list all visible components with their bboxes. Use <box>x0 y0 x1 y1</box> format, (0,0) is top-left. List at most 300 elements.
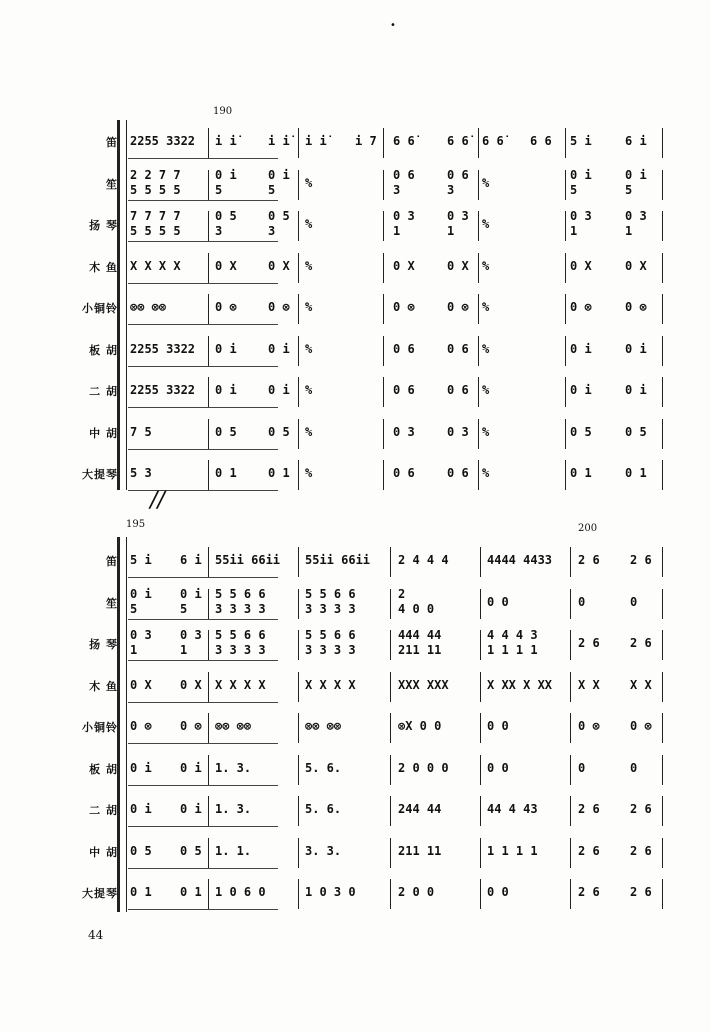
notation-cell: 5 i <box>570 134 592 148</box>
notation-cell: 2 0 0 <box>398 885 435 899</box>
instrument-label: 木 鱼 <box>89 260 118 274</box>
barline <box>480 672 481 702</box>
instrument-label: 二 胡 <box>89 804 118 817</box>
beam-line <box>128 868 278 869</box>
barline <box>570 713 571 743</box>
beam-line <box>128 200 278 201</box>
notation-cell: 0 3 <box>447 424 469 439</box>
notation-cell: 0 X <box>625 258 647 273</box>
barline <box>662 377 663 407</box>
measure-number: 200 <box>578 523 598 534</box>
score-row <box>0 832 710 876</box>
notation-cell: XXX XXX <box>398 677 449 692</box>
notation-cell: 0 <box>578 760 586 775</box>
barline <box>298 713 299 743</box>
notation-cell: 0 ⊗ <box>130 719 152 733</box>
barline <box>208 547 209 577</box>
notation-cell: 0 i <box>215 341 237 356</box>
instrument-label: 二 胡 <box>89 385 118 398</box>
notation-cell: 6 i <box>180 553 202 567</box>
notation-cell: 5. 6. <box>305 760 342 775</box>
barline <box>570 755 571 785</box>
notation-cell: 0 ⊗ <box>393 300 415 314</box>
barline <box>478 128 479 158</box>
notation-cell: 0 i <box>180 802 202 816</box>
notation-cell: 0 6 <box>447 466 469 480</box>
notation-cell: 1 0 3 0 <box>305 885 356 899</box>
notation-cell: 0 i <box>570 383 592 397</box>
notation-cell: 0 ⊗ <box>268 300 290 314</box>
notation-cell: 0 1 <box>625 466 647 480</box>
barline <box>662 547 663 577</box>
beam-line <box>128 909 278 910</box>
barline <box>478 294 479 324</box>
notation-cell: ⊗X 0 0 <box>398 719 442 733</box>
notation-cell: X X X X <box>130 258 181 273</box>
notation-cell: 6 i <box>625 134 647 148</box>
barline <box>662 170 663 200</box>
score-row <box>0 164 710 208</box>
barline <box>565 253 566 283</box>
score-row <box>0 205 710 249</box>
score-row <box>0 413 710 457</box>
barline <box>565 419 566 449</box>
barline <box>298 294 299 324</box>
barline <box>570 630 571 660</box>
barline <box>208 377 209 407</box>
notation-cell: 0 i <box>268 341 290 356</box>
barline <box>298 838 299 868</box>
notation-cell: 0 6 <box>393 341 415 356</box>
notation-cell: 55ii 66ii <box>215 553 281 567</box>
barline <box>390 879 391 909</box>
barline <box>298 460 299 490</box>
notation-cell: % <box>305 258 313 273</box>
notation-cell: 0 i <box>215 383 237 397</box>
notation-cell: 0 X <box>393 258 415 273</box>
measure-number: 190 <box>213 106 233 117</box>
barline <box>662 755 663 785</box>
notation-cell: 0 ⊗ <box>447 300 469 314</box>
notation-cell: % <box>482 258 490 273</box>
barline <box>208 336 209 366</box>
notation-cell: 2 6 <box>630 802 652 816</box>
barline <box>480 547 481 577</box>
notation-cell: 2 4 4 4 <box>398 553 449 567</box>
notation-cell: 211 11 <box>398 843 442 858</box>
notation-cell: 0 i 5 <box>130 586 152 616</box>
notation-cell: 0 5 <box>180 843 202 858</box>
notation-cell: 5 5 6 6 3 3 3 3 <box>305 628 356 657</box>
barline <box>662 253 663 283</box>
notation-cell: 0 6 3 <box>447 167 469 197</box>
notation-cell: 0 i <box>268 383 290 397</box>
barline <box>662 294 663 324</box>
instrument-label: 大提琴 <box>82 468 118 481</box>
notation-cell: 5 5 6 6 3 3 3 3 <box>305 586 356 616</box>
barline <box>565 211 566 241</box>
notation-cell: 6 6̇ <box>393 134 415 148</box>
score-row <box>0 624 710 668</box>
barline <box>570 796 571 826</box>
barline <box>298 336 299 366</box>
notation-cell: 0 ⊗ <box>630 719 652 733</box>
measure-number: 195 <box>126 519 146 530</box>
barline <box>570 879 571 909</box>
notation-cell: 6 6 <box>530 134 552 148</box>
notation-cell: 4444 4433 <box>487 553 553 567</box>
notation-cell: i 7 <box>355 134 377 148</box>
notation-cell: 0 5 <box>570 424 592 439</box>
beam-line <box>128 407 278 408</box>
score-row <box>0 749 710 793</box>
page-number: 44 <box>88 928 104 942</box>
notation-cell: 2255 3322 <box>130 134 196 148</box>
beam-line <box>128 241 278 242</box>
notation-cell: % <box>305 300 313 314</box>
barline <box>570 547 571 577</box>
score-system-2 <box>0 505 710 920</box>
notation-cell: 0 6 <box>393 383 415 397</box>
barline <box>383 336 384 366</box>
notation-cell: ⊗⊗ ⊗⊗ <box>130 300 167 314</box>
notation-cell: 0 i 5 <box>570 167 592 197</box>
notation-cell: 0 5 <box>268 424 290 439</box>
notation-cell: 0 i <box>180 760 202 775</box>
instrument-label: 中 胡 <box>89 845 118 859</box>
barline <box>390 630 391 660</box>
barline <box>383 294 384 324</box>
barline <box>480 589 481 619</box>
notation-cell: 0 i 5 <box>625 167 647 197</box>
barline <box>480 879 481 909</box>
barline <box>478 336 479 366</box>
notation-cell: 0 3 1 <box>625 209 647 238</box>
barline <box>298 419 299 449</box>
notation-cell: 0 1 <box>570 466 592 480</box>
notation-cell: % <box>482 300 490 314</box>
beam-line <box>128 577 278 578</box>
barline <box>565 170 566 200</box>
barline <box>662 713 663 743</box>
barline <box>480 796 481 826</box>
barline <box>478 170 479 200</box>
notation-cell: 0 3 1 <box>447 209 469 238</box>
barline <box>565 336 566 366</box>
notation-cell: 0 6 <box>393 466 415 480</box>
notation-cell: 1. 3. <box>215 760 252 775</box>
notation-cell: % <box>305 217 313 231</box>
notation-cell: 0 3 1 <box>180 628 202 657</box>
notation-cell: 0 <box>630 760 638 775</box>
barline <box>478 253 479 283</box>
notation-cell: 0 ⊗ <box>180 719 202 733</box>
notation-cell: 0 X <box>570 258 592 273</box>
beam-line <box>128 785 278 786</box>
barline <box>298 211 299 241</box>
instrument-label: 笙 <box>106 596 118 610</box>
notation-cell: 0 6 <box>447 341 469 356</box>
instrument-label: 小铜铃 <box>82 721 118 734</box>
notation-cell: 0 i 5 <box>268 167 290 197</box>
notation-cell: % <box>482 217 490 231</box>
notation-cell: 0 ⊗ <box>215 300 237 314</box>
notation-cell: 0 5 <box>130 843 152 858</box>
notation-cell: 2 2 7 7 5 5 5 5 <box>130 167 181 197</box>
notation-cell: 0 5 3 <box>215 209 237 238</box>
beam-line <box>128 743 278 744</box>
notation-cell: 2 6 <box>578 553 600 567</box>
barline <box>208 460 209 490</box>
notation-cell: % <box>305 383 313 397</box>
notation-cell: 444 44 211 11 <box>398 628 442 657</box>
notation-cell: 0 <box>578 594 586 609</box>
notation-cell: 0 3 <box>393 424 415 439</box>
notation-cell: 6 6̇ <box>482 134 504 148</box>
barline <box>383 170 384 200</box>
notation-cell: 0 1 <box>180 885 202 899</box>
notation-cell: 2255 3322 <box>130 383 196 397</box>
notation-cell: 0 i 5 <box>215 167 237 197</box>
score-row <box>0 371 710 415</box>
barline <box>565 377 566 407</box>
beam-line <box>128 283 278 284</box>
notation-cell: % <box>482 466 490 480</box>
notation-cell: 0 6 3 <box>393 167 415 197</box>
notation-cell: % <box>482 424 490 439</box>
notation-cell: 0 <box>630 594 638 609</box>
barline <box>480 713 481 743</box>
notation-cell: X X X X <box>215 677 266 692</box>
notation-cell: 2 6 <box>578 802 600 816</box>
instrument-label: 大提琴 <box>82 887 118 900</box>
notation-cell: 7 7 7 7 5 5 5 5 <box>130 209 181 238</box>
barline <box>208 211 209 241</box>
notation-cell: 2 6 <box>578 636 600 650</box>
notation-cell: i i̇ <box>268 134 290 148</box>
barline <box>383 128 384 158</box>
notation-cell: 3. 3. <box>305 843 342 858</box>
score-row <box>0 873 710 917</box>
barline <box>662 879 663 909</box>
barline <box>478 460 479 490</box>
barline <box>298 879 299 909</box>
beam-line <box>128 702 278 703</box>
notation-cell: i i̇ <box>215 134 237 148</box>
barline <box>565 128 566 158</box>
notation-cell: 44 4 43 <box>487 802 538 816</box>
notation-cell: 2 4 0 0 <box>398 586 435 616</box>
barline <box>390 589 391 619</box>
instrument-label: 扬 琴 <box>89 638 118 651</box>
notation-cell: 0 1 <box>130 885 152 899</box>
notation-cell: 2255 3322 <box>130 341 196 356</box>
barline <box>208 672 209 702</box>
barline <box>208 713 209 743</box>
notation-cell: 1 0 6 0 <box>215 885 266 899</box>
barline <box>208 128 209 158</box>
score-row <box>0 707 710 751</box>
notation-cell: 5. 6. <box>305 802 342 816</box>
notation-cell: 2 6 <box>630 553 652 567</box>
notation-cell: 244 44 <box>398 802 442 816</box>
notation-cell: % <box>305 466 313 480</box>
notation-cell: 0 0 <box>487 719 509 733</box>
notation-cell: 0 0 <box>487 885 509 899</box>
score-row <box>0 541 710 585</box>
score-row <box>0 583 710 627</box>
notation-cell: 0 ⊗ <box>578 719 600 733</box>
notation-cell: ⊗⊗ ⊗⊗ <box>215 719 252 733</box>
score-row <box>0 330 710 374</box>
score-system-1 <box>0 100 710 500</box>
notation-cell: 2 6 <box>630 843 652 858</box>
barline <box>662 630 663 660</box>
notation-cell: 5 3 <box>130 466 152 480</box>
barline <box>298 253 299 283</box>
score-row <box>0 790 710 834</box>
barline <box>208 170 209 200</box>
instrument-label: 板 胡 <box>89 343 118 357</box>
barline <box>298 377 299 407</box>
notation-cell: X XX X XX <box>487 677 553 692</box>
barline <box>662 128 663 158</box>
instrument-label: 笛 <box>106 136 118 149</box>
beam-line <box>128 449 278 450</box>
notation-cell: 0 5 <box>625 424 647 439</box>
notation-cell: 5 5 6 6 3 3 3 3 <box>215 586 266 616</box>
notation-cell: 5 5 6 6 3 3 3 3 <box>215 628 266 657</box>
barline <box>565 460 566 490</box>
barline <box>662 211 663 241</box>
instrument-label: 木 鱼 <box>89 679 118 693</box>
notation-cell: % <box>482 341 490 356</box>
notation-cell: 2 6 <box>578 843 600 858</box>
notation-cell: 0 X <box>447 258 469 273</box>
barline <box>480 755 481 785</box>
barline <box>390 672 391 702</box>
notation-cell: % <box>305 341 313 356</box>
instrument-label: 中 胡 <box>89 426 118 440</box>
notation-cell: % <box>305 424 313 439</box>
system-break-mark: // <box>150 488 165 513</box>
notation-cell: 0 3 1 <box>393 209 415 238</box>
notation-cell: 2 6 <box>630 636 652 650</box>
barline <box>298 547 299 577</box>
notation-cell: 0 0 <box>487 594 509 609</box>
barline <box>298 630 299 660</box>
notation-cell: 0 1 <box>268 466 290 480</box>
barline <box>383 253 384 283</box>
barline <box>208 838 209 868</box>
instrument-label: 笛 <box>106 555 118 568</box>
barline <box>570 672 571 702</box>
beam-line <box>128 366 278 367</box>
notation-cell: 6 6̇ <box>447 134 469 148</box>
beam-line <box>128 158 278 159</box>
barline <box>662 336 663 366</box>
barline <box>662 419 663 449</box>
barline <box>390 796 391 826</box>
notation-cell: 0 i 5 <box>180 586 202 616</box>
notation-cell: i i̇ <box>305 134 327 148</box>
barline <box>662 589 663 619</box>
notation-cell: 0 ⊗ <box>625 300 647 314</box>
notation-cell: 0 X <box>180 677 202 692</box>
beam-line <box>128 826 278 827</box>
barline <box>662 672 663 702</box>
barline <box>383 377 384 407</box>
barline <box>570 838 571 868</box>
notation-cell: 0 i <box>130 760 152 775</box>
barline <box>390 547 391 577</box>
barline <box>208 419 209 449</box>
notation-cell: 5 i <box>130 553 152 567</box>
barline <box>208 589 209 619</box>
notation-cell: X X <box>578 677 600 692</box>
barline <box>662 796 663 826</box>
instrument-label: 扬 琴 <box>89 219 118 232</box>
barline <box>478 419 479 449</box>
notation-cell: 0 1 <box>215 466 237 480</box>
notation-cell: X X <box>630 677 652 692</box>
notation-cell: 0 X <box>130 677 152 692</box>
notation-cell: 1. 3. <box>215 802 252 816</box>
notation-cell: 0 3 1 <box>130 628 152 657</box>
notation-cell: 0 ⊗ <box>570 300 592 314</box>
notation-cell: 2 6 <box>630 885 652 899</box>
notation-cell: 55ii 66ii <box>305 553 371 567</box>
barline <box>298 796 299 826</box>
barline <box>662 460 663 490</box>
barline <box>208 755 209 785</box>
barline <box>208 879 209 909</box>
beam-line <box>128 619 278 620</box>
instrument-label: 笙 <box>106 177 118 191</box>
barline <box>478 377 479 407</box>
barline <box>662 838 663 868</box>
score-row <box>0 666 710 710</box>
barline <box>570 589 571 619</box>
notation-cell: 0 i <box>130 802 152 816</box>
barline <box>390 838 391 868</box>
notation-cell: 2 6 <box>578 885 600 899</box>
notation-cell: 1. 1. <box>215 843 252 858</box>
notation-cell: 0 3 1 <box>570 209 592 238</box>
beam-line <box>128 324 278 325</box>
notation-cell: % <box>305 175 313 190</box>
barline <box>298 128 299 158</box>
notation-cell: % <box>482 175 490 190</box>
score-row <box>0 122 710 166</box>
barline <box>298 589 299 619</box>
notation-cell: 0 5 <box>215 424 237 439</box>
notation-cell: 0 X <box>268 258 290 273</box>
barline <box>390 713 391 743</box>
score-row <box>0 288 710 332</box>
notation-cell: 4 4 4 3 1 1 1 1 <box>487 628 538 657</box>
barline <box>383 460 384 490</box>
barline <box>565 294 566 324</box>
barline <box>208 630 209 660</box>
barline <box>390 755 391 785</box>
barline <box>208 253 209 283</box>
barline <box>383 419 384 449</box>
score-row <box>0 247 710 291</box>
instrument-label: 板 胡 <box>89 762 118 776</box>
notation-cell: 0 6 <box>447 383 469 397</box>
notation-cell: 7 5 <box>130 424 152 439</box>
